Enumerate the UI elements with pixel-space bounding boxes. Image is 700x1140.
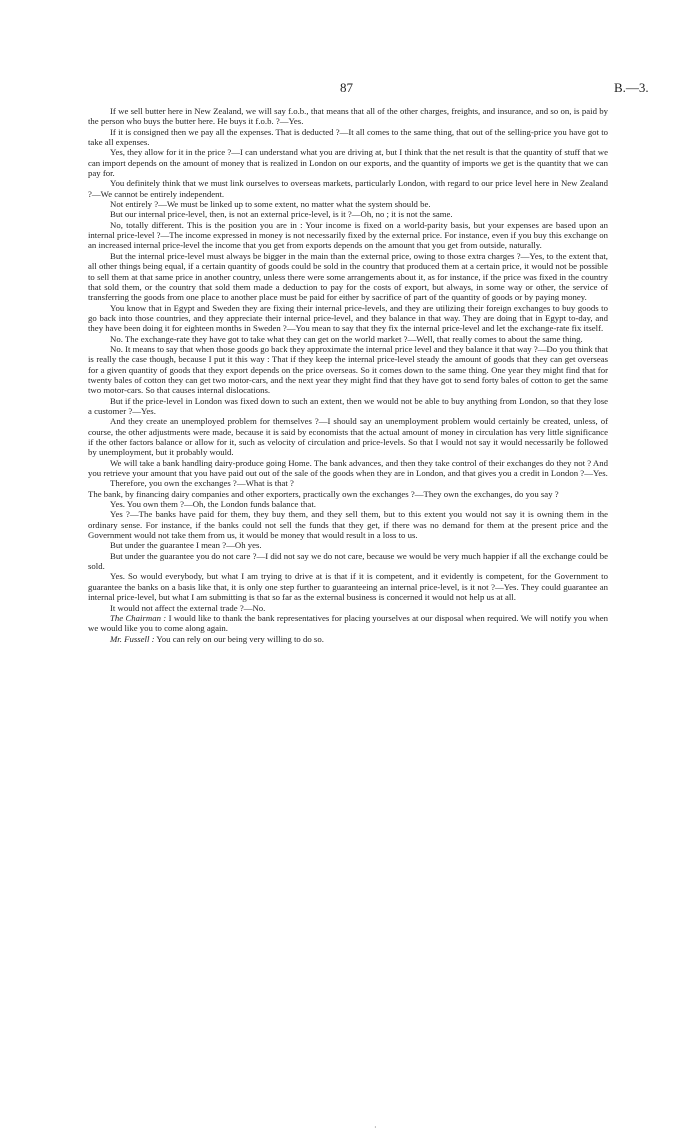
- paragraph: The bank, by financing dairy companies and other exporters, practically own the exchanges ?—They own the exchanges, do you say ?: [88, 488, 559, 499]
- paragraph: If it is consigned then we pay all the expenses. That is deducted ?—It all comes to the same thing, that out of the selling-price you have got to take all expenses.: [88, 126, 608, 148]
- closing-statement-chairman: [88, 613, 608, 634]
- paragraph: But under the guarantee I mean ?—Oh yes.: [110, 540, 262, 551]
- paragraph: Therefore, you own the exchanges ?—What is that ?: [110, 478, 294, 489]
- paragraph: Not entirely ?—We must be linked up to some extent, no matter what the system should be.: [110, 199, 431, 210]
- paragraph: We will take a bank handling dairy-produce going Home. The bank advances, and then they take control of their exchanges do they not ? And you retrieve your amount that you have paid out out of the sale of the goods when they are in London, and that gives you a credit in London ?—Yes.: [88, 457, 608, 479]
- paragraph: And they create an unemployed problem for themselves ?—I should say an unemployment problem would certainly be created, unless, of course, the other adjustments were made, because it is said by economists that the actual amount of money in circulation has very little significance if the other factors balance or allow for it, such as velocity of circulation and price-levels. So that I would not say it would necessarily be followed by unemployment, but it probably would.: [88, 416, 608, 458]
- document-reference: B.—3.: [614, 80, 649, 95]
- paragraph: But our internal price-level, then, is not an external price-level, is it ?—Oh, no ; it is not the same.: [110, 209, 453, 220]
- paragraph: No. It means to say that when those goods go back they approximate the internal price level and they balance it that way ?—Do you think that is really the case though, because I put it this way : That if they keep the internal price-level steady the amount of goods that they can get overseas for a given quantity of goods that they export depends on the price overseas. So it comes down to the same thing. One year they might find that for twenty bales of cotton they can get two motor-cars, and the next year they might find that they have got to send forty bales of cotton to get the same two motor-cars. So that causes internal dislocations.: [88, 343, 608, 396]
- closing-statement-fussell: [88, 634, 608, 644]
- statement-text: I would like to thank the bank representatives for placing yourselves at our disposal when required. We will notify you when we would like you to come along again.: [88, 612, 608, 634]
- page-number: 87: [340, 80, 353, 95]
- paragraph: It would not affect the external trade ?—No.: [110, 602, 266, 613]
- paragraph: Yes ?—The banks have paid for them, they buy them, and they sell them, but to this extent you would not say it is owning them in the ordinary sense. For instance, if the banks could not sell the funds that they get, if there was no demand for them at the present price and the Government would not take them from us, it would be money that would result in a loss to us.: [88, 509, 608, 541]
- paragraph: You definitely think that we must link ourselves to overseas markets, particularly London, with regard to our price level here in New Zealand ?—We cannot be entirely independent.: [88, 178, 608, 199]
- paragraph: You know that in Egypt and Sweden they are fixing their internal price-levels, and they are utilizing their foreign exchanges to buy goods to go back into those countries, and they appreciate their internal price-level, and they balance in that way. They are doing that in Egypt to-day, and they have been doing it for eighteen months in Sweden ?—You mean to say that they fix the internal price-level and let the exchange-rate fix itself.: [88, 302, 608, 334]
- paragraph: But if the price-level in London was fixed down to such an extent, then we would not be able to buy anything from London, so that they lose a customer ?—Yes.: [88, 395, 608, 416]
- paragraph: Yes. So would everybody, but what I am trying to drive at is that if it is competent, and it evidently is competent, for the Government to guarantee the banks on a basis like that, it is only one step further to guaranteeing an internal price-level, is it not ?—Yes. They could guarantee an internal price-level, but what I am submitting is that so far as the external business is concerned it would not help us at all.: [88, 571, 608, 603]
- paragraph: But the internal price-level must always be bigger in the main than the external price, owing to those extra charges ?—Yes, to the extent that, all other things being equal, if a certain quantity of goods could be sold in the country that produced them at a certain price, it would not be possible to sell them at that same price in another country, unless there were some arrangements about it, as for instance, if the price was fixed in the country that sold them, or the country that sold them made a deduction to pay for the costs of export, but always, in some way or other, the service of transferring the goods from one place to another place must be paid for either by sacrifice of part of the quantity of goods or by paying money.: [88, 250, 608, 303]
- footer-mark: ·: [374, 1123, 377, 1132]
- transcript-body: [88, 106, 608, 644]
- paragraph: If we sell butter here in New Zealand, we will say f.o.b., that means that all of the other charges, freights, and insurance, and so on, is paid by the person who buys the butter here. He buys it f.o.b. ?—Yes.: [88, 106, 608, 127]
- paragraph: Yes. You own them ?—Oh, the London funds balance that.: [110, 499, 316, 510]
- paragraph: No, totally different. This is the position you are in : Your income is fixed on a world-parity basis, but your expenses are based upon an internal price-level ?—The income expressed in money is not necessarily fixed by the external price. For instance, even if you buy this exchange on an increased internal price-level the income that you get from exports depends on the amount that you get from outside, naturally.: [88, 219, 608, 251]
- paragraph: No. The exchange-rate they have got to take what they can get on the world market ?—Well, that really comes to about the same thing.: [110, 333, 583, 344]
- paragraph: But under the guarantee you do not care ?—I did not say we do not care, because we would be very much happier if all the exchange could be sold.: [88, 550, 608, 572]
- paragraph: Yes, they allow for it in the price ?—I can understand what you are driving at, but I think that the net result is that the quantity of stuff that we can import depends on the amount of money that is realized in London on our exports, and the quantity of imports we get is the quantity that we can pay for.: [88, 147, 608, 179]
- speaker-label: The Chairman :: [110, 612, 167, 623]
- statement-text: You can rely on our being very willing to do so.: [154, 633, 324, 644]
- speaker-label: Mr. Fussell :: [110, 633, 155, 644]
